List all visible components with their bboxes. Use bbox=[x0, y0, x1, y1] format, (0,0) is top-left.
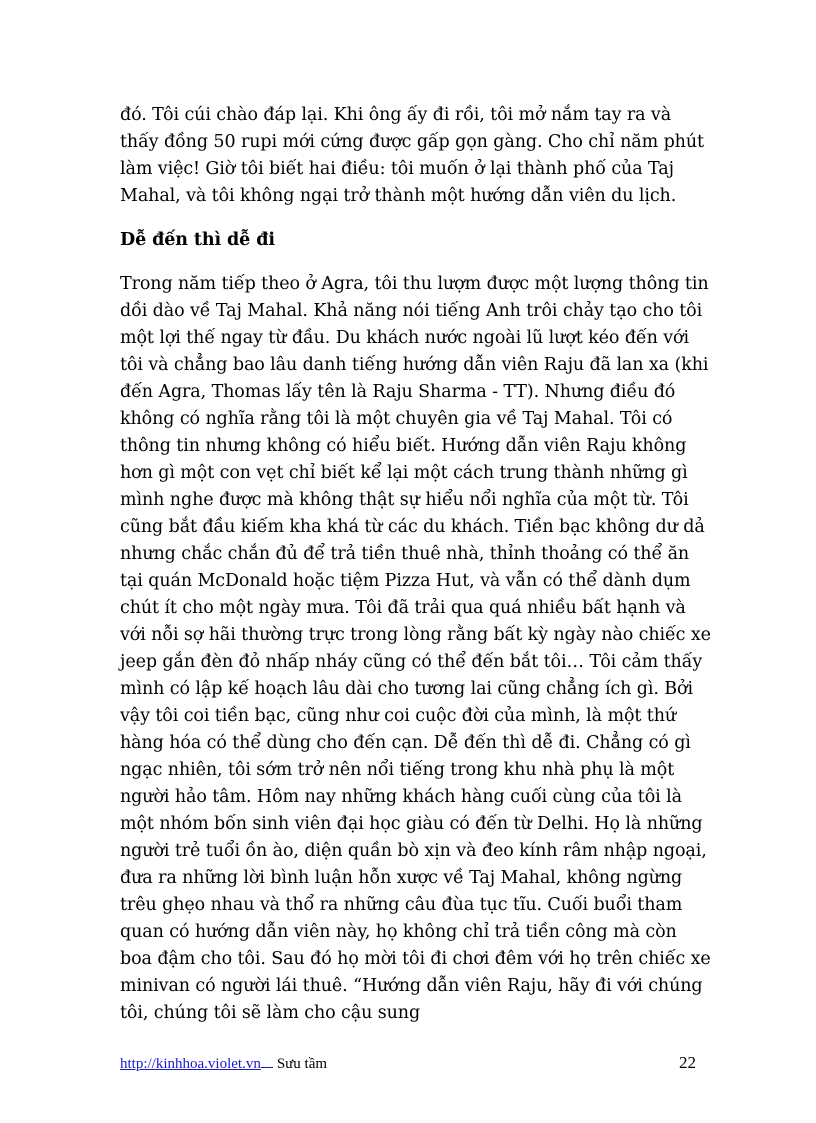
section-heading: Dễ đến thì dễ đi bbox=[120, 230, 275, 250]
footer-credit: Sưu tầm bbox=[276, 1056, 328, 1072]
footer-link[interactable]: http://kinhhoa.violet.vn bbox=[120, 1056, 261, 1072]
page-number: 22 bbox=[679, 1053, 696, 1072]
body-paragraph-1: đó. Tôi cúi chào đáp lại. Khi ông ấy đi rồi, tôi mở nắm tay ra và thấy đồng 50 rupi mới cứng được gấp gọn gàng. Cho chỉ năm phút làm việc! Giờ tôi biết hai điều: tôi muốn ở lại thành phố của Taj Mahal, và tôi không ngại trở thành một hướng dẫn viên du lịch. bbox=[120, 105, 704, 206]
body-paragraph-2: Trong năm tiếp theo ở Agra, tôi thu lượm được một lượng thông tin dồi dào về Taj Mahal. Khả năng nói tiếng Anh trôi chảy tạo cho tôi một lợi thế ngay từ đầu. Du khách nước ngoài lũ lượt kéo đến với tôi và chẳng bao lâu danh tiếng hướng dẫn viên Raju đã lan xa (khi đến Agra, Thomas lấy tên là Raju Sharma - TT). Nhưng điều đó không có nghĩa rằng tôi là một chuyên gia về Taj Mahal. Tôi có thông tin nhưng không có hiểu biết. Hướng dẫn viên Raju không hơn gì một con vẹt chỉ biết kể lại một cách trung thành những gì mình nghe được mà không thật sự hiểu nổi nghĩa của một từ. Tôi cũng bắt đầu kiếm kha khá từ các du khách. Tiền bạc không dư dả nhưng chắc chắn đủ để trả tiền thuê nhà, thỉnh thoảng có thể ăn tại quán McDonald hoặc tiệm Pizza Hut, và vẫn có thể dành dụm chút ít cho một ngày mưa. Tôi đã trải qua quá nhiều bất hạnh và với nỗi sợ hãi thường trực trong lòng rằng bất kỳ ngày nào chiếc xe jeep gắn đèn đỏ nhấp nháy cũng có thể đến bắt tôi… Tôi cảm thấy mình có lập kế hoạch lâu dài cho tương lai cũng chẳng ích gì. Bởi vậy tôi coi tiền bạc, cũng như coi cuộc đời của mình, là một thứ hàng hóa có thể dùng cho đến cạn. Dễ đến thì dễ đi. Chẳng có gì ngạc nhiên, tôi sớm trở nên nổi tiếng trong khu nhà phụ là một người hảo tâm. Hôm nay những khách hàng cuối cùng của tôi là một nhóm bốn sinh viên đại học giàu có đến từ Delhi. Họ là những người trẻ tuổi ồn ào, diện quần bò xịn và đeo kính râm nhập ngoại, đưa ra những lời bình luận hỗn xược về Taj Mahal, không ngừng trêu ghẹo nhau và thổ ra những câu đùa tục tĩu. Cuối buổi tham quan có hướng dẫn viên này, họ không chỉ trả tiền công mà còn boa đậm cho tôi. Sau đó họ mời tôi đi chơi đêm với họ trên chiếc xe minivan có người lái thuê. “Hướng dẫn viên Raju, hãy đi với chúng tôi, chúng tôi sẽ làm cho cậu sung bbox=[120, 274, 711, 1023]
page-body bbox=[120, 102, 712, 1027]
footer-link-underline-gap bbox=[261, 1053, 273, 1068]
page-footer bbox=[120, 1053, 696, 1077]
